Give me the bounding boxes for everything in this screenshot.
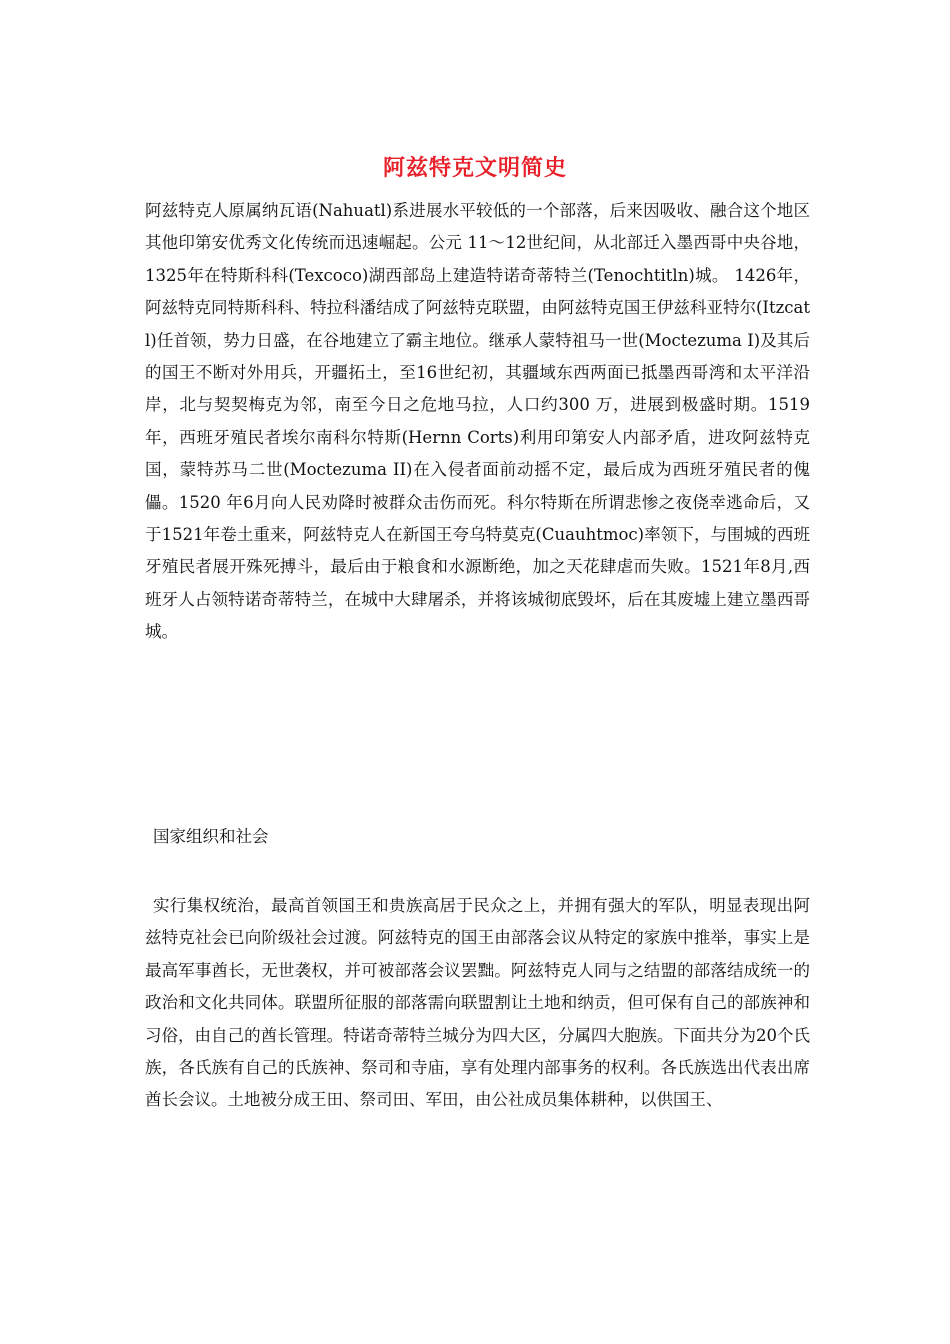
section-heading: 国家组织和社会	[153, 827, 269, 846]
document-title: 阿兹特克文明简史	[382, 155, 567, 181]
paragraph-history: 阿兹特克人原属纳瓦语(Nahuatl)系进展水平较低的一个部落，后来因吸收、融合这个地区其他印第安优秀文化传统而迅速崛起。公元 11～12世纪间，从北部迁入墨西哥中央谷地，1325年在特斯科科(Texcoco)湖西部岛上建造特诺奇蒂特兰(Tenochtitln)城。 1426年，阿兹特克同特斯科科、特拉科潘结成了阿兹特克联盟，由阿兹特克国王伊兹科亚特尔(Itzcatl)任首领，势力日盛，在谷地建立了霸主地位。继承人蒙特祖马一世(Moctezuma I)及其后的国王不断对外用兵，开疆拓土，至16世纪初，其疆域东西两面已抵墨西哥湾和太平洋沿岸，北与契契梅克为邻，南至今日之危地马拉，人口约300 万，进展到极盛时期。1519年，西班牙殖民者埃尔南科尔特斯(Hernn Corts)利用印第安人内部矛盾，进攻阿兹特克国，蒙特苏马二世(Moctezuma II)在入侵者面前动摇不定，最后成为西班牙殖民者的傀儡。1520 年6月向人民劝降时被群众击伤而死。科尔特斯在所谓悲惨之夜侥幸逃命后，又于1521年卷土重来，阿兹特克人在新国王夸乌特莫克(Cuauhtmoc)率领下，与围城的西班牙殖民者展开殊死搏斗，最后由于粮食和水源断绝，加之天花肆虐而失败。1521年8月,西班牙人占领特诺奇蒂特兰，在城中大肆屠杀，并将该城彻底毁坏，后在其废墟上建立墨西哥城。	[145, 201, 810, 642]
paragraph-state-organization: 实行集权统治，最高首领国王和贵族高居于民众之上，并拥有强大的军队，明显表现出阿兹特克社会已向阶级社会过渡。阿兹特克的国王由部落会议从特定的家族中推举，事实上是最高军事酋长，无世袭权，并可被部落会议罢黜。阿兹特克人同与之结盟的部落结成统一的政治和文化共同体。联盟所征服的部落需向联盟割让土地和纳贡，但可保有自己的部族神和习俗，由自己的酋长管理。特诺奇蒂特兰城分为四大区，分属四大胞族。下面共分为20个氏族，各氏族有自己的氏族神、祭司和寺庙，享有处理内部事务的权利。各氏族选出代表出席酋长会议。土地被分成王田、祭司田、军田，由公社成员集体耕种，以供国王、	[145, 896, 810, 1110]
